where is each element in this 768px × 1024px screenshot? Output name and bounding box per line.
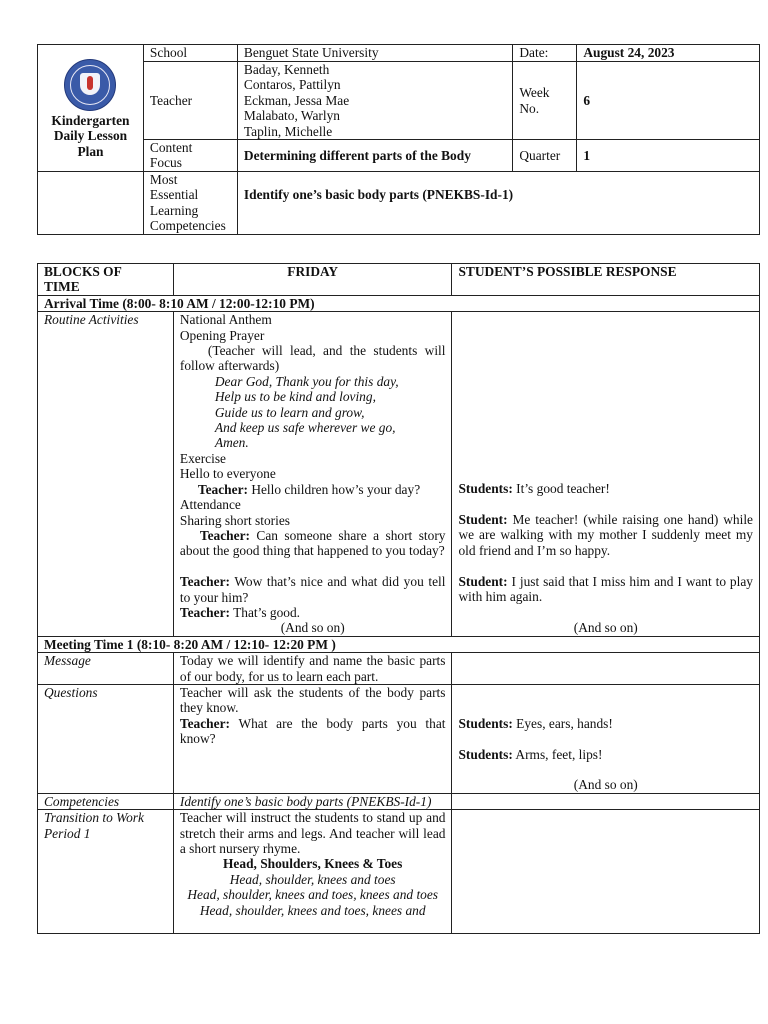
prayer-line: Dear God, Thank you for this day, [214,373,399,389]
response-3 [458,574,753,605]
prayer-line: Amen. [214,435,249,451]
response-1 [458,481,753,496]
questions-intro: Teacher will ask the students of the body parts they know. [179,684,446,716]
transition-content [173,810,452,934]
prayer-line: And keep us safe wherever we go, [214,420,396,436]
deped-seal-logo [64,59,116,111]
questions-dialogue [180,716,446,747]
song-line: Head, shoulder, knees and toes, knees and [199,902,426,918]
prayer-line: Help us to be kind and loving, [214,389,376,405]
date-value: August 24, 2023 [577,45,760,62]
teacher-name: Contaros, Pattilyn [243,77,341,93]
date-label: Date: [513,45,577,62]
speaker-tag: Students: [458,746,513,762]
routine-responses [452,312,760,637]
melc-label [143,171,237,234]
competencies-response [452,793,760,809]
title-line-1: Kindergarten [51,112,130,128]
response-text: It’s good teacher! [512,481,610,497]
response-text: Eyes, ears, hands! [512,715,613,731]
response-text: Me teacher! (while raising one hand) while we are walking with my mother I suddenly meet my old friend and I’m so happy. [458,512,753,558]
sharing-item: Sharing short stories [179,512,290,528]
teacher-label: Teacher [143,62,237,140]
hello-item: Hello to everyone [179,466,276,482]
exercise-item: Exercise [179,450,226,466]
col-header-response: STUDENT’S POSSIBLE RESPONSE [452,264,760,296]
melc-label-line: Competencies [149,218,226,234]
message-label: Message [38,653,174,685]
quarter-label: Quarter [513,140,577,172]
meeting-time-heading: Meeting Time 1 (8:10- 8:20 AM / 12:10- 12:20 PM ) [38,636,760,652]
anthem-item: National Anthem [179,312,272,328]
title-line-2: Daily Lesson [53,128,128,144]
teacher-name: Baday, Kenneth [243,62,330,77]
questions-label: Questions [38,684,174,793]
competencies-content: Identify one’s basic body parts (PNEKBS-Id-1) [173,793,452,809]
transition-label: Transition to Work Period 1 [38,810,174,934]
speaker-tag: Teacher: [179,715,230,731]
speaker-tag: Student: [458,573,508,589]
plan-table [37,263,760,934]
school-value: Benguet State University [237,45,512,62]
melc-value [237,171,759,234]
questions-responses [452,684,760,793]
content-focus-value: Determining different parts of the Body [237,140,512,172]
followup-dialogue-1 [180,574,446,605]
teacher-name: Taplin, Michelle [243,123,333,139]
speaker-tag: Students: [458,715,513,731]
message-content: Today we will identify and name the basic parts of our body, for us to learn each part. [173,653,452,685]
song-line: Head, shoulder, knees and toes [229,871,396,887]
week-label [513,62,577,140]
hello-dialogue [180,482,446,497]
content-label-line: Focus [149,155,182,171]
week-label-line: Week [519,85,550,101]
col-header-day: FRIDAY [173,264,452,296]
song-title: Head, Shoulders, Knees & Toes [223,856,403,872]
and-so-on: (And so on) [573,619,638,635]
melc-text: Identify one’s basic body parts (PNEKBS-Id-1) [243,186,514,202]
and-so-on: (And so on) [573,777,638,793]
teacher-names [237,62,512,140]
transition-response [452,810,760,934]
response-text: I just said that I miss him and I want to play with him again. [458,573,753,605]
response-1 [458,716,753,731]
dialogue-text: That’s good. [229,604,301,620]
prayer-title: Opening Prayer [179,327,265,343]
speaker-tag: Students: [458,481,513,497]
prayer-note: (Teacher will lead, and the students will follow afterwards) [179,343,446,374]
speaker-tag: Teacher: [179,604,230,620]
speaker-tag: Teacher: [199,527,250,543]
speaker-tag: Teacher: [197,481,248,497]
response-2 [458,512,753,558]
teacher-name: Eckman, Jessa Mae [243,92,350,108]
transition-text: Teacher will instruct the students to stand up and stretch their arms and legs. And teacher will lead a short nursery rhyme. [179,810,446,856]
week-label-line: No. [519,100,540,116]
lesson-plan-title-cell [38,45,144,172]
content-label-line: Content [149,140,193,156]
sharing-dialogue [180,528,446,559]
arrival-time-heading: Arrival Time (8:00- 8:10 AM / 12:00-12:10 PM) [38,295,760,311]
competencies-label: Competencies [38,793,174,809]
followup-dialogue-2 [180,605,446,620]
speaker-tag: Student: [458,512,508,528]
dialogue-text: What are the body parts you that know? [179,715,446,747]
dialogue-text: Can someone share a short story about the good thing that happened to you today? [179,527,446,559]
message-response [452,653,760,685]
response-text: Arms, feet, lips! [512,746,603,762]
col-header-blocks [38,264,174,296]
week-value: 6 [577,62,760,140]
speaker-tag: Teacher: [179,574,230,590]
content-focus-label [143,140,237,172]
questions-content [173,684,452,793]
teacher-name: Malabato, Warlyn [243,108,341,124]
col-header-line: BLOCKS OF [44,264,122,279]
and-so-on: (And so on) [280,620,345,636]
response-2 [458,747,753,762]
attendance-item: Attendance [179,497,241,513]
melc-label-line: Learning [149,202,199,218]
dialogue-text: Hello children how’s your day? [247,481,421,497]
title-line-3: Plan [77,143,104,159]
dialogue-text: Wow that’s nice and what did you tell to your him? [179,574,446,605]
blank-cell [38,171,144,234]
school-label: School [143,45,237,62]
song-line: Head, shoulder, knees and toes, knees and toes [187,887,439,903]
melc-label-line: Essential [149,187,199,203]
quarter-value: 1 [577,140,760,172]
header-table [37,44,760,235]
routine-activities-label: Routine Activities [38,312,174,637]
routine-activities-content [173,312,452,637]
prayer-line: Guide us to learn and grow, [214,404,365,420]
col-header-line: TIME [44,279,80,295]
melc-label-line: Most [149,171,178,187]
